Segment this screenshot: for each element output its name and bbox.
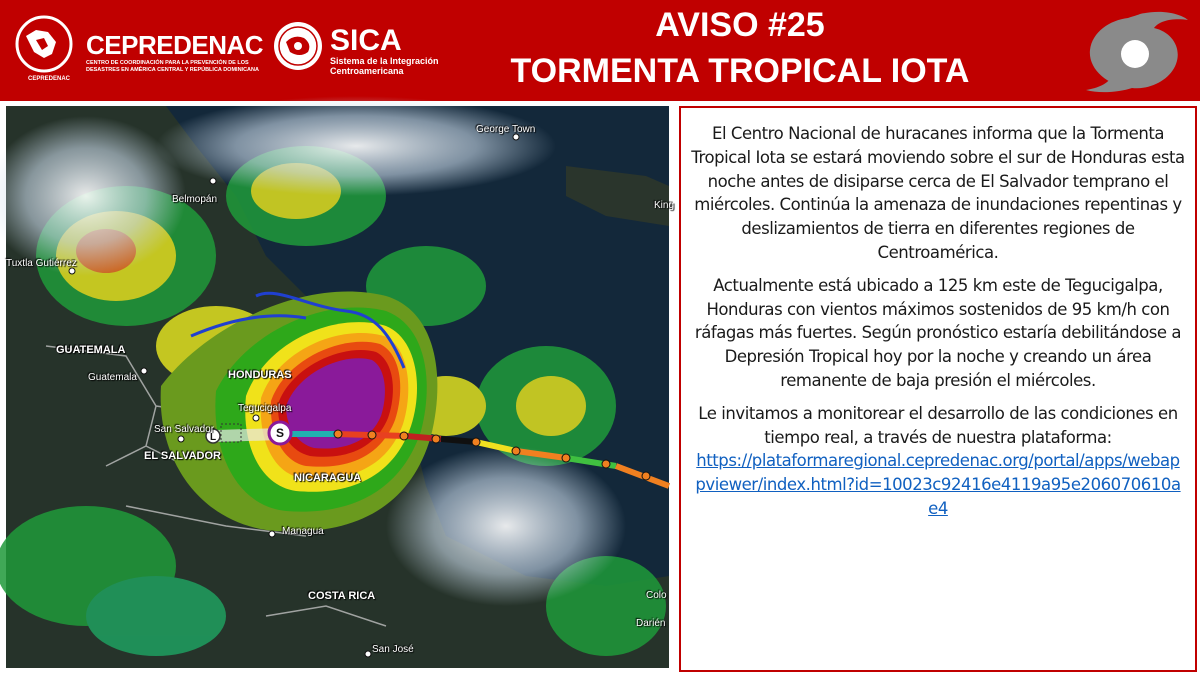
- current-position-label: S: [275, 426, 285, 440]
- map-label-managua: Managua: [282, 526, 324, 537]
- map-label-guatemala-city: Guatemala: [88, 372, 137, 383]
- map-label-san-salvador: San Salvador: [154, 424, 215, 435]
- hurricane-icon: [1080, 4, 1192, 98]
- map-label-el-salvador-country: EL SALVADOR: [144, 450, 222, 462]
- map-label-tuxtla: Tuxtla Gutiérrez: [6, 258, 77, 269]
- forecast-position-label: L: [209, 432, 217, 443]
- map-label-honduras-country: HONDURAS: [228, 369, 292, 381]
- sica-subtitle-1: Sistema de la Integración: [330, 56, 439, 66]
- cepredenac-logo: [14, 14, 266, 84]
- map-label-belmopan: Belmopán: [172, 194, 218, 205]
- map-label-guatemala-country: GUATEMALA: [56, 344, 126, 356]
- satellite-map-graphic: [6, 106, 669, 668]
- cepredenac-description: CENTRO DE COORDINACIÓN PARA LA PREVENCIÓN DE LOS DESASTRES EN AMÉRICA CENTRAL Y REPÚBLICA DOMINICANA: [86, 60, 259, 73]
- cepredenac-emblem-text: CEPREDENAC: [28, 76, 71, 82]
- map-label-nicaragua-country: NICARAGUA: [294, 472, 362, 484]
- sica-subtitle-2: Centroamericana: [330, 66, 404, 76]
- map-label-darien: Darién: [636, 618, 666, 629]
- map-label-kingston: King: [654, 200, 675, 211]
- cepredenac-name: CEPREDENAC: [86, 30, 264, 60]
- map-label-colon: Colo: [646, 590, 667, 601]
- cepredenac-emblem-icon: [14, 14, 78, 80]
- info-panel: [679, 106, 1197, 672]
- platform-link[interactable]: https://plataformaregional.cepredenac.org/portal/apps/webappviewer/index.html?id=10023c92416e4119a95e206070610ae4: [695, 451, 1181, 518]
- sica-name: SICA: [330, 24, 402, 57]
- panel-paragraph-forecast: El Centro Nacional de huracanes informa que la Tormenta Tropical Iota se estará moviendo sobre el sur de Honduras esta noche antes de disiparse cerca de El Salvador temprano el miércoles. Continúa la amenaza de inundaciones repentinas y deslizamientos de tierra en diferentes regiones de Centroamérica.: [691, 124, 1185, 262]
- panel-paragraph-invitation: Le invitamos a monitorear el desarrollo de las condiciones en tiempo real, a través de nuestra plataforma:: [698, 403, 1178, 447]
- aviso-title: AVISO #25: [655, 6, 825, 44]
- sica-seal-icon: [272, 20, 324, 72]
- panel-paragraph-status: Actualmente está ubicado a 125 km este de Tegucigalpa, Honduras con vientos máximos sostenidos de 95 km/h con ráfagas más fuertes. Según pronóstico estaría debilitándose a Depresión Tropical hoy por la noche y creando un área remanente de baja presión el miércoles.: [694, 275, 1182, 390]
- map-label-san-jose: San José: [372, 644, 414, 655]
- map-label-costa-rica-country: COSTA RICA: [308, 590, 376, 602]
- map-label-george-town: George Town: [476, 124, 536, 135]
- sica-logo: [272, 20, 439, 80]
- storm-title: TORMENTA TROPICAL IOTA: [510, 52, 970, 90]
- header-banner: [0, 0, 1200, 101]
- map-label-tegucigalpa: Tegucigalpa: [238, 403, 292, 414]
- storm-forecast-map: [6, 106, 675, 668]
